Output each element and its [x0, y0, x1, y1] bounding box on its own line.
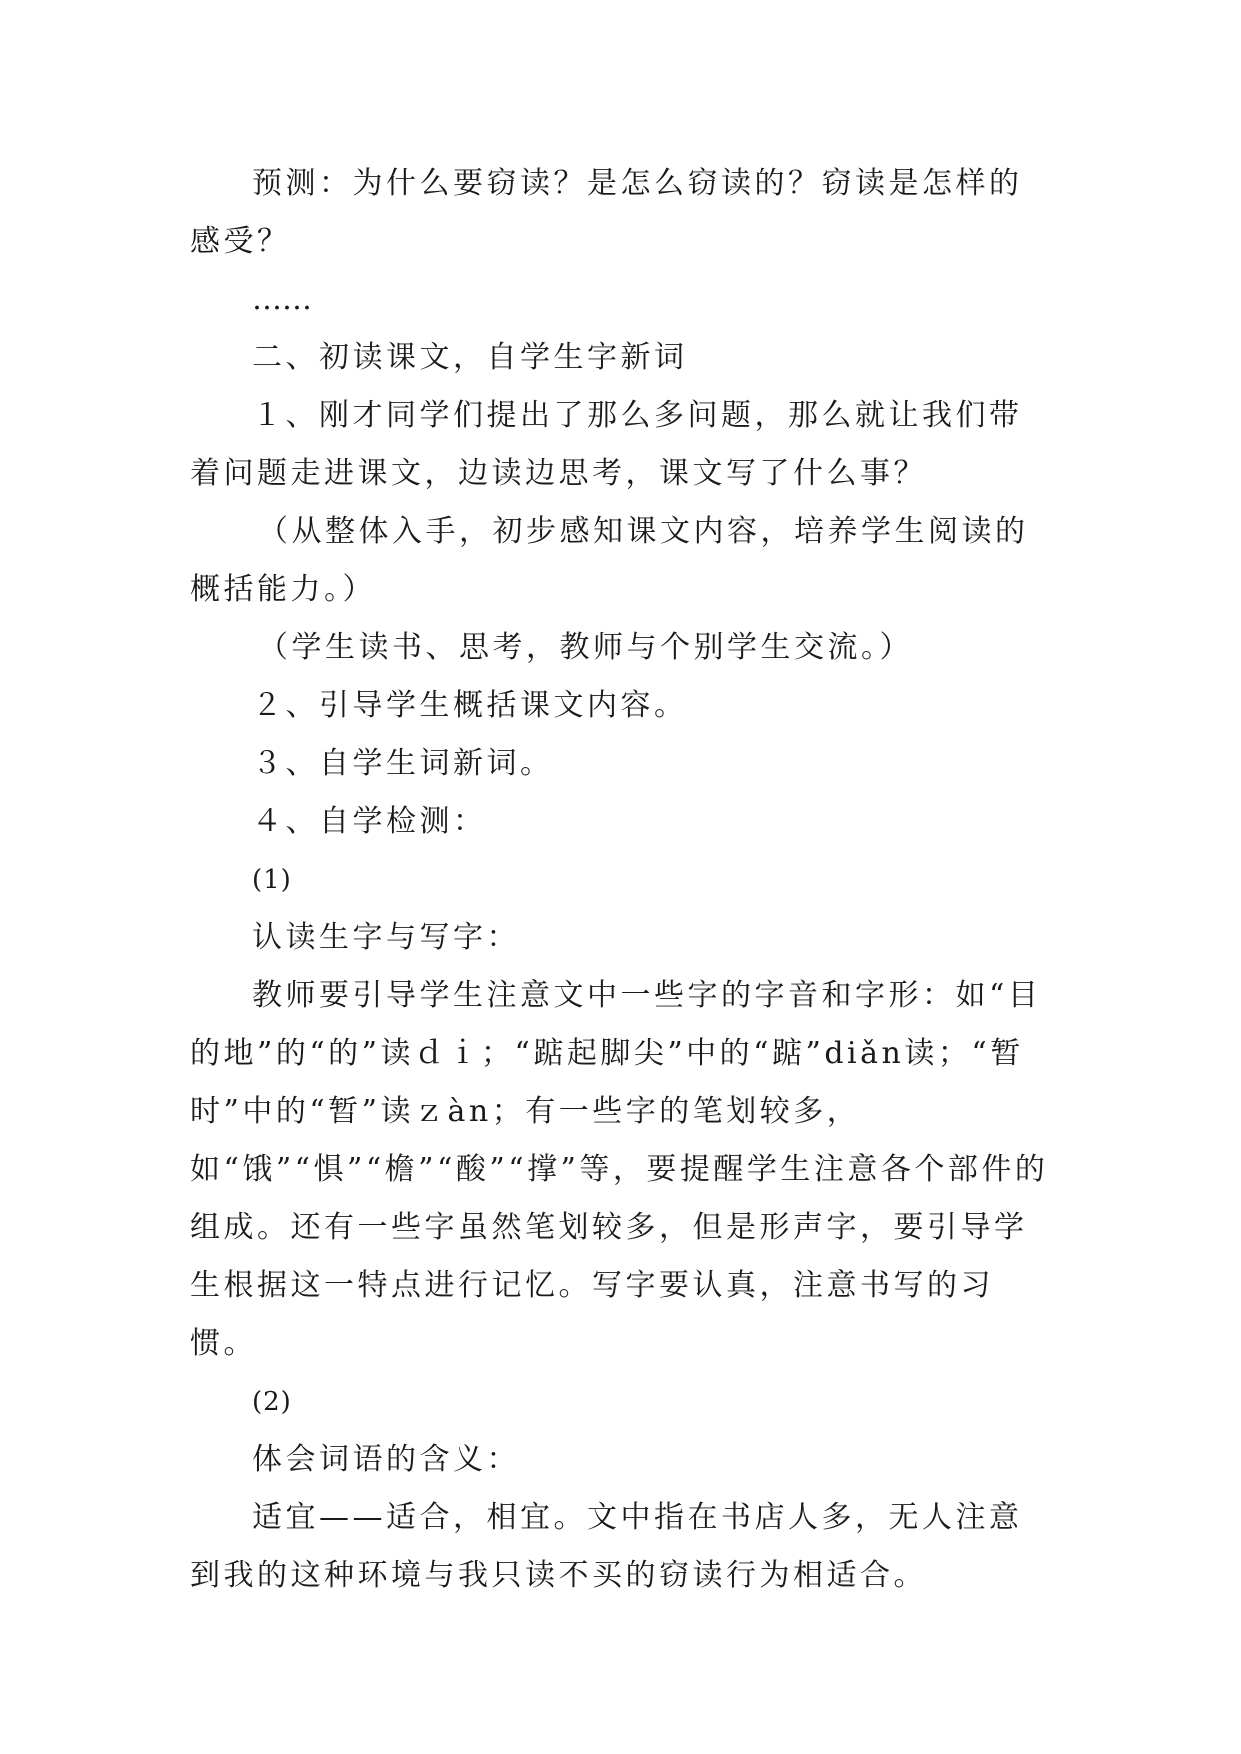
sub-item-1-title: 认读生字与写字：: [252, 920, 520, 955]
paragraph-step-3: ３、自学生词新词。: [252, 746, 554, 781]
paragraph-word-meaning: 适宜——适合，相宜。文中指在书店人多，无人注意到我的这种环境与我只读不买的窃读行为相适合。: [190, 1500, 1023, 1593]
paragraph-character-guide: 教师要引导学生注意文中一些字的字音和字形：如“目的地”的“的”读ｄｉ；“踮起脚尖”中的“踮”diǎn读；“暂时”中的“暂”读ｚàn；有一些字的笔划较多，如“饿”“惧”“檐”“酸”“撑”等，要提醒学生注意各个部件的组成。还有一些字虽然笔划较多，但是形声字，要引导学生根据这一特点进行记忆。写字要认真，注意书写的习惯。: [190, 978, 1049, 1361]
paragraph-note-2: （学生读书、思考，教师与个别学生交流。）: [258, 630, 913, 665]
sub-item-1-marker: (1): [252, 865, 292, 895]
sub-item-2-marker: (2): [252, 1387, 292, 1417]
paragraph-step-4: ４、自学检测：: [252, 804, 487, 839]
sub-item-2-title: 体会词语的含义：: [252, 1442, 520, 1477]
paragraph-step-1: １、刚才同学们提出了那么多问题，那么就让我们带着问题走进课文，边读边思考，课文写了什么事？: [190, 398, 1023, 491]
document-page: [190, 155, 1050, 1605]
paragraph-step-2: ２、引导学生概括课文内容。: [252, 688, 688, 723]
paragraph-ellipsis: ……: [252, 282, 312, 317]
paragraph-prediction: 预测：为什么要窃读？是怎么窃读的？窃读是怎样的感受？: [190, 166, 1023, 259]
section-heading-2: 二、初读课文，自学生字新词: [252, 340, 688, 375]
paragraph-note-1: （从整体入手，初步感知课文内容，培养学生阅读的概括能力。）: [190, 514, 1029, 607]
